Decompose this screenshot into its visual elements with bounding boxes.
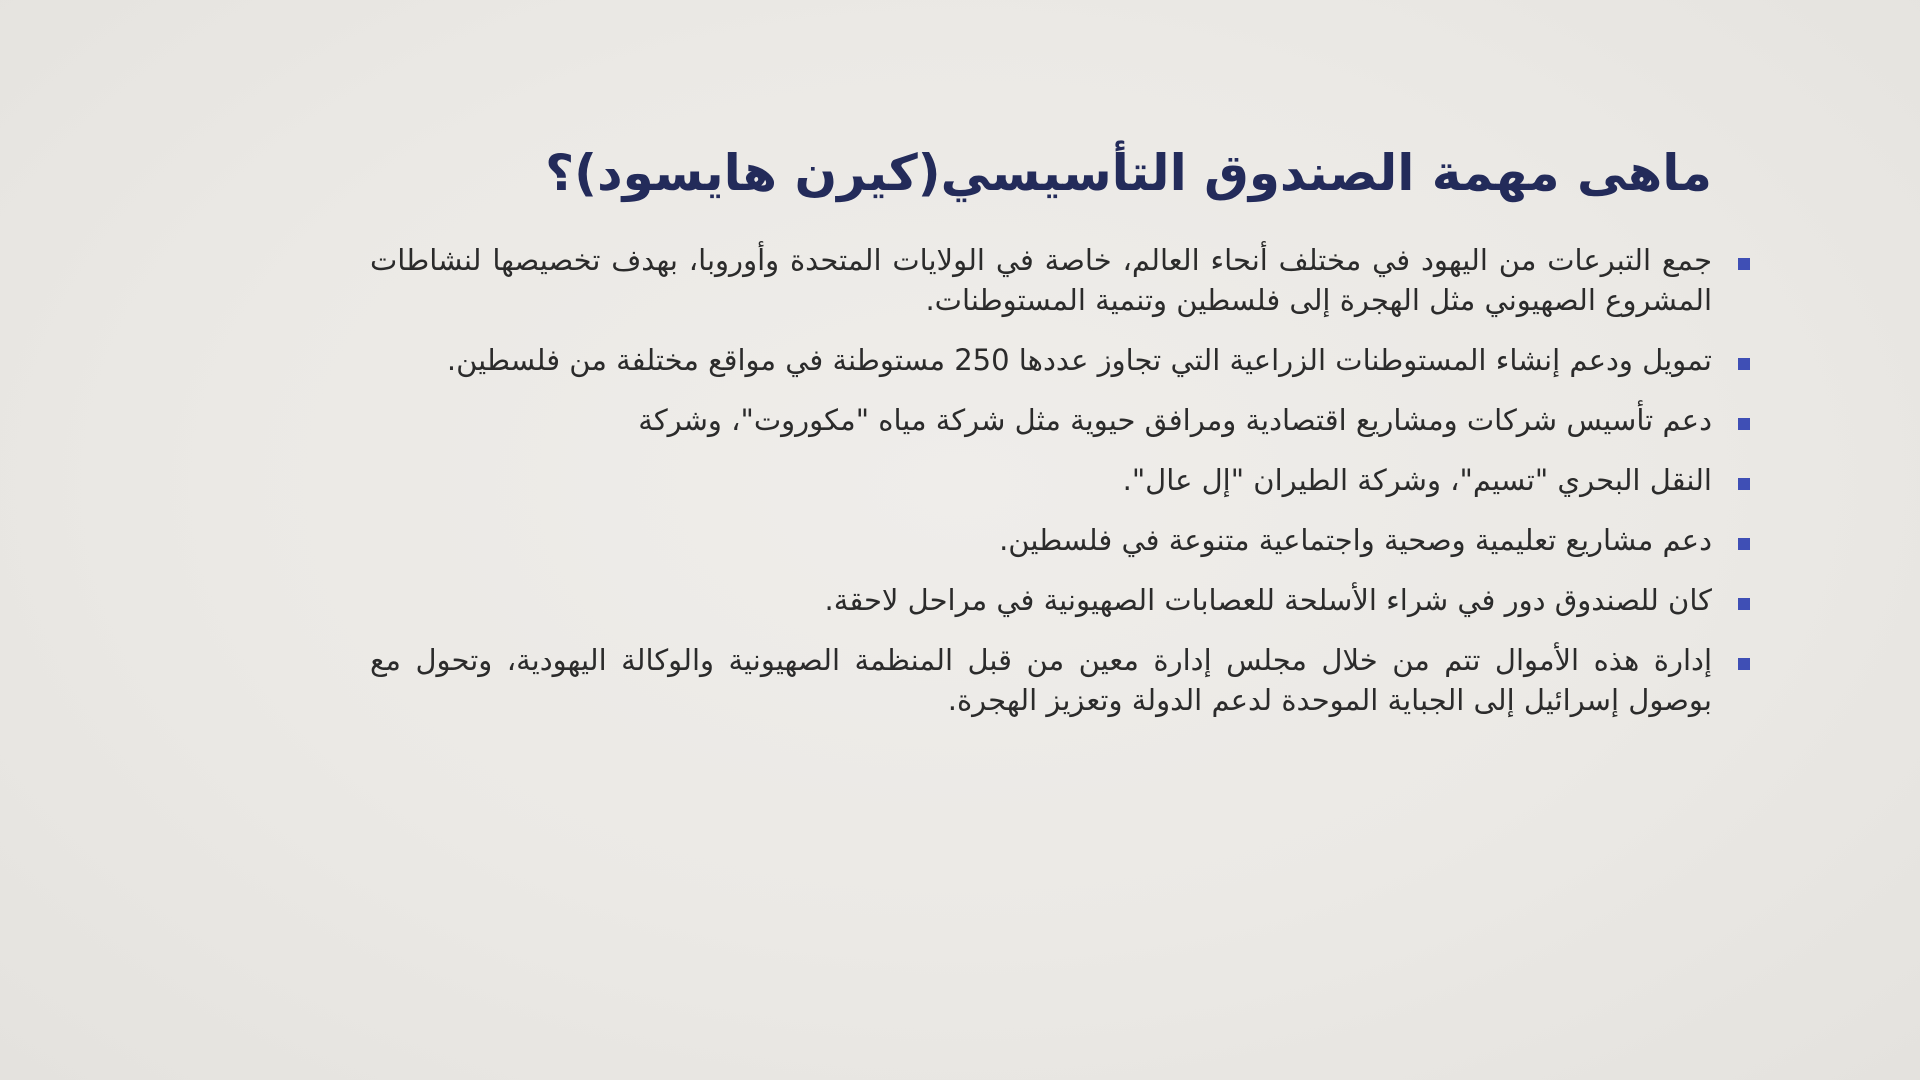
bullet-item [370, 240, 1750, 320]
bullet-text: دعم تأسيس شركات ومشاريع اقتصادية ومرافق حيوية مثل شركة مياه "مكوروت"، وشركة [638, 403, 1712, 437]
bullet-list [370, 240, 1750, 740]
bullet-item [370, 520, 1750, 560]
bullet-item [370, 580, 1750, 620]
bullet-text: كان للصندوق دور في شراء الأسلحة للعصابات الصهيونية في مراحل لاحقة. [824, 583, 1712, 617]
square-bullet-icon [1738, 538, 1750, 550]
slide-title: ماهى مهمة الصندوق التأسيسي(كيرن هايسود)؟ [545, 144, 1712, 202]
square-bullet-icon [1738, 478, 1750, 490]
bullet-text: دعم مشاريع تعليمية وصحية واجتماعية متنوعة في فلسطين. [999, 523, 1712, 557]
square-bullet-icon [1738, 358, 1750, 370]
bullet-item [370, 340, 1750, 380]
bullet-text: جمع التبرعات من اليهود في مختلف أنحاء العالم، خاصة في الولايات المتحدة وأوروبا، بهدف تخصيصها لنشاطات المشروع الصهيوني مثل الهجرة إلى فلسطين وتنمية المستوطنات. [370, 243, 1712, 317]
square-bullet-icon [1738, 658, 1750, 670]
bullet-text: تمويل ودعم إنشاء المستوطنات الزراعية التي تجاوز عددها 250 مستوطنة في مواقع مختلفة من فلسطين. [446, 343, 1712, 377]
bullet-text: النقل البحري "تسيم"، وشركة الطيران "إل عال". [1122, 463, 1712, 497]
bullet-item [370, 460, 1750, 500]
square-bullet-icon [1738, 418, 1750, 430]
bullet-item [370, 640, 1750, 720]
square-bullet-icon [1738, 258, 1750, 270]
bullet-item [370, 400, 1750, 440]
square-bullet-icon [1738, 598, 1750, 610]
bullet-text: إدارة هذه الأموال تتم من خلال مجلس إدارة معين من قبل المنظمة الصهيونية والوكالة اليهودية، وتحول مع بوصول إسرائيل إلى الجباية الموحدة لدعم الدولة وتعزيز الهجرة. [370, 643, 1712, 717]
